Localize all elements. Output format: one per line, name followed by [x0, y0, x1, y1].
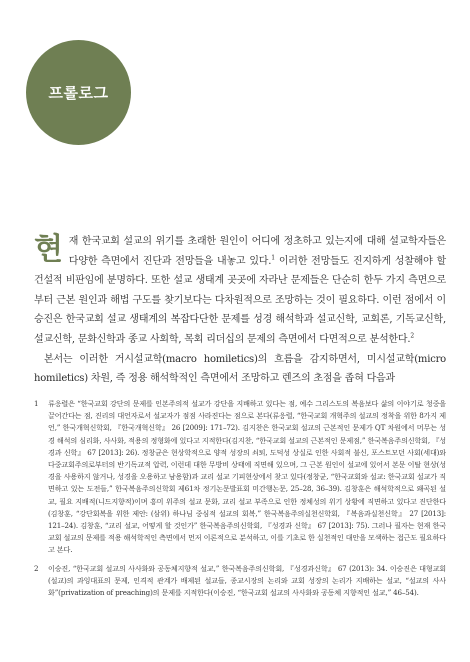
footnote-number: 1 — [34, 399, 39, 408]
body-text — [34, 232, 446, 389]
drop-cap: 현 — [34, 232, 63, 267]
footnote — [34, 398, 446, 557]
footnote-ref-1[interactable]: 1 — [271, 254, 275, 262]
paragraph-1-part-a: 재 한국교회 설교의 위기를 초래한 원인이 어디에 정초하고 있는지에 대해 설교학자들은 다양한 측면에서 진단과 전망들을 내놓고 있다. — [68, 236, 446, 267]
paragraph-2: 본서는 이러한 거시설교학(macro homiletics)의 흐름을 감지하면서, 미시설교학(micro homiletics) 차원, 즉 정용 해석학적인 측면에서 조망하고 렌즈의 초점을 좁혀 다음과 — [34, 353, 446, 385]
paragraph-1-part-b: 이러한 전망들도 진지하게 성찰해야 할 건설적 비판임에 분명하다. 또한 설교 생태계 곳곳에 자라난 문제들은 단순히 한두 가지 측면으로부터 근본 원인과 해법 구도를 찾기보다는 다차원적으로 조망하는 것이 필요하다. 이런 점에서 이승진은 한국교회 설교 생태계의 복잡다단한 문제를 성경 해석학과 설교신학, 교회론, 기독교신학, 설교신학, 문화신학과 종교 사회학, 목회 리더십의 문제의 측면에서 다면적으로 분석한다. — [34, 255, 446, 345]
footnotes — [34, 398, 446, 605]
footnote-ref-2[interactable]: 2 — [410, 332, 414, 340]
chapter-badge — [26, 40, 131, 145]
footnote — [34, 563, 446, 600]
footnote-number: 2 — [34, 563, 39, 573]
footnote-text: 이승진, “한국교회 설교의 사사화와 공동체지향적 설교,” 한국복음주의신학회, 『성경과신학』 67 (2013): 34. 이승진은 대형교회(설교)의 과잉대표의 문제, 인격적 관계가 배제된 설교들, 종교시장의 논리와 교회 성장의 논리가 지배하는 설교, “설교의 사사화”(privatization of preaching)의 문제를 지적한다(이승진, “한국교회 설교의 사사화와 공동체 지향적인 설교,” 46–54). — [48, 563, 446, 598]
footnote-text: 류응렬은 “한국교회 강단의 문제를 인본주의적 설교가 강단을 지배하고 있다는 점, 예수 그리스도의 복음보다 삶의 이야기로 청중을 끌어간다는 점, 진리의 대언자로서 설교자가 점점 사라진다는 점으로 본다(류응렬, “한국교회 개혁주의 설교의 정착을 위한 8가지 제언,” 한국개혁신학회, 『한국개혁신학』 26 [2009]: 171–72). 김지찬은 한국교회 설교의 근본적인 문제가 QT 차원에서 머무는 성경 해석의 심리화, 사사화, 적용의 정형화에 있다고 지적한다(김지찬, “한국교회 설교의 근본적인 문제점,” 한국복음주의신학회, 『성경과 신학』 67 [2013]: 26). 정창균은 현상학적으로 양적 성장의 쇠퇴, 도덕성 상실로 인한 사회적 불신, 포스트모던 사회(세대)와 다중교회주의로부터의 반기독교적 압력, 이런데 대한 무방비 상태에 직면해 있으며, 그 근본 원인이 설교에 있어서 본문 이탈 현상(성경을 사용하지 않거나, 성경을 오용하고 남용함)과 교리 설교 기피현상에서 찾고 있다(정창균, “한국교회와 설교: 한국교회 설교가 직면하고 있는 도전들,” 한국복음주의신학회 제61차 정기논문발표회 미간행논문, 25–28, 36–39). 김창훈은 해석학적으로 왜곡된 설교, 필요 지배적(니드지향적)이며 흥미 위주의 설교 문화, 교리 설교 부족으로 인한 정체성의 위기 상황에 직면하고 있다고 진단한다(김창훈, “강단회복을 위한 제안: (삼위) 하나님 중심적 설교의 회복,” 한국복음주의실천신학회, 『복음과실천신학』 27 [2013]: 121–24). 김창훈, “교리 설교, 어떻게 할 것인가” 한국복음주의신학회, 『성경과 신학』 67 [2013]: 75). 그러나 필자는 현재 한국교회 설교의 문제를 적용 해석학적인 측면에서 먼저 이론적으로 분석하고, 이를 기초로 한 실천적인 대안을 모색하는 접근도 필요하다고 본다. — [48, 399, 446, 555]
paragraph-1 — [34, 232, 446, 350]
chapter-title: 프롤로그 — [48, 84, 109, 102]
